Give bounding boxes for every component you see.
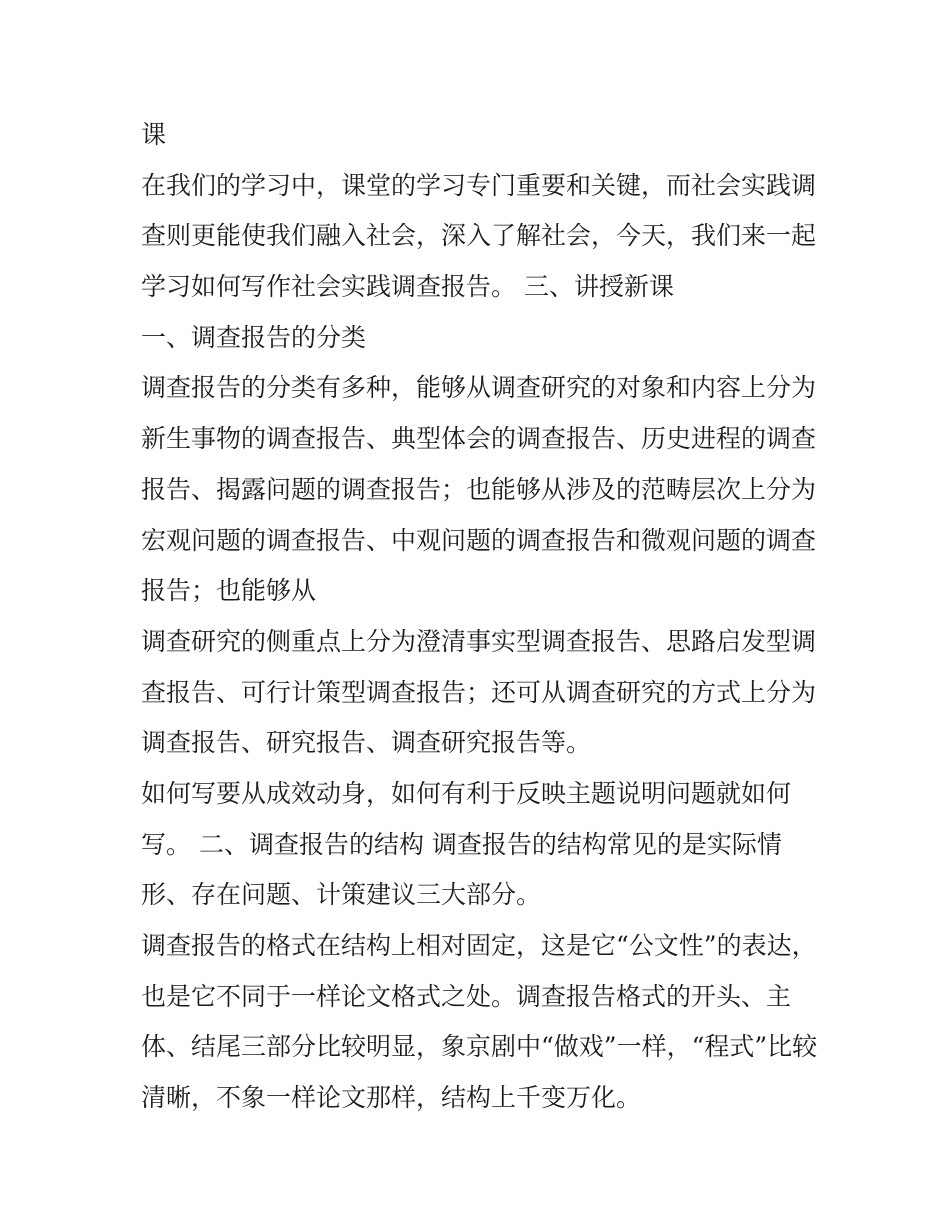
text-line: 形、存在问题、计策建议三大部分。	[141, 880, 542, 910]
text-line: 体、结尾三部分比较明显，象京剧中“做戏”一样，“程式”比较	[141, 1032, 818, 1062]
text-line: 写。 二、调查报告的结构 调查报告的结构常见的是实际情	[141, 829, 782, 859]
text-line: 学习如何写作社会实践调查报告。 三、讲授新课	[141, 272, 674, 302]
text-line: 报告、揭露问题的调查报告；也能够从涉及的范畴层次上分为	[141, 474, 817, 504]
text-line: 查报告、可行计策型调查报告；还可从调查研究的方式上分为	[141, 677, 817, 707]
text-line: 调查报告、研究报告、调查研究报告等。	[141, 728, 592, 758]
text-line: 也是它不同于一样论文格式之处。调查报告格式的开头、主	[141, 981, 792, 1011]
text-line: 查则更能使我们融入社会，深入了解社会，今天，我们来一起	[141, 221, 817, 251]
text-line: 在我们的学习中，课堂的学习专门重要和关键，而社会实践调	[141, 170, 817, 200]
body-text	[141, 110, 821, 1124]
text-line: 报告；也能够从	[141, 576, 317, 606]
text-line: 调查报告的格式在结构上相对固定，这是它“公文性”的表达，	[141, 931, 817, 960]
text-line: 课	[141, 120, 167, 149]
text-line: 新生事物的调查报告、典型体会的调查报告、历史进程的调查	[141, 424, 817, 454]
text-line: 调查报告的分类有多种，能够从调查研究的对象和内容上分为	[141, 373, 817, 403]
text-line: 如何写要从成效动身，如何有利于反映主题说明问题就如何	[141, 778, 792, 808]
text-line: 宏观问题的调查报告、中观问题的调查报告和微观问题的调查	[141, 525, 817, 555]
section-heading: 一、调查报告的分类	[141, 322, 367, 352]
text-line: 调查研究的侧重点上分为澄清事实型调查报告、思路启发型调	[141, 626, 817, 656]
text-line: 清晰，不象一样论文那样，结构上千变万化。	[141, 1083, 642, 1113]
